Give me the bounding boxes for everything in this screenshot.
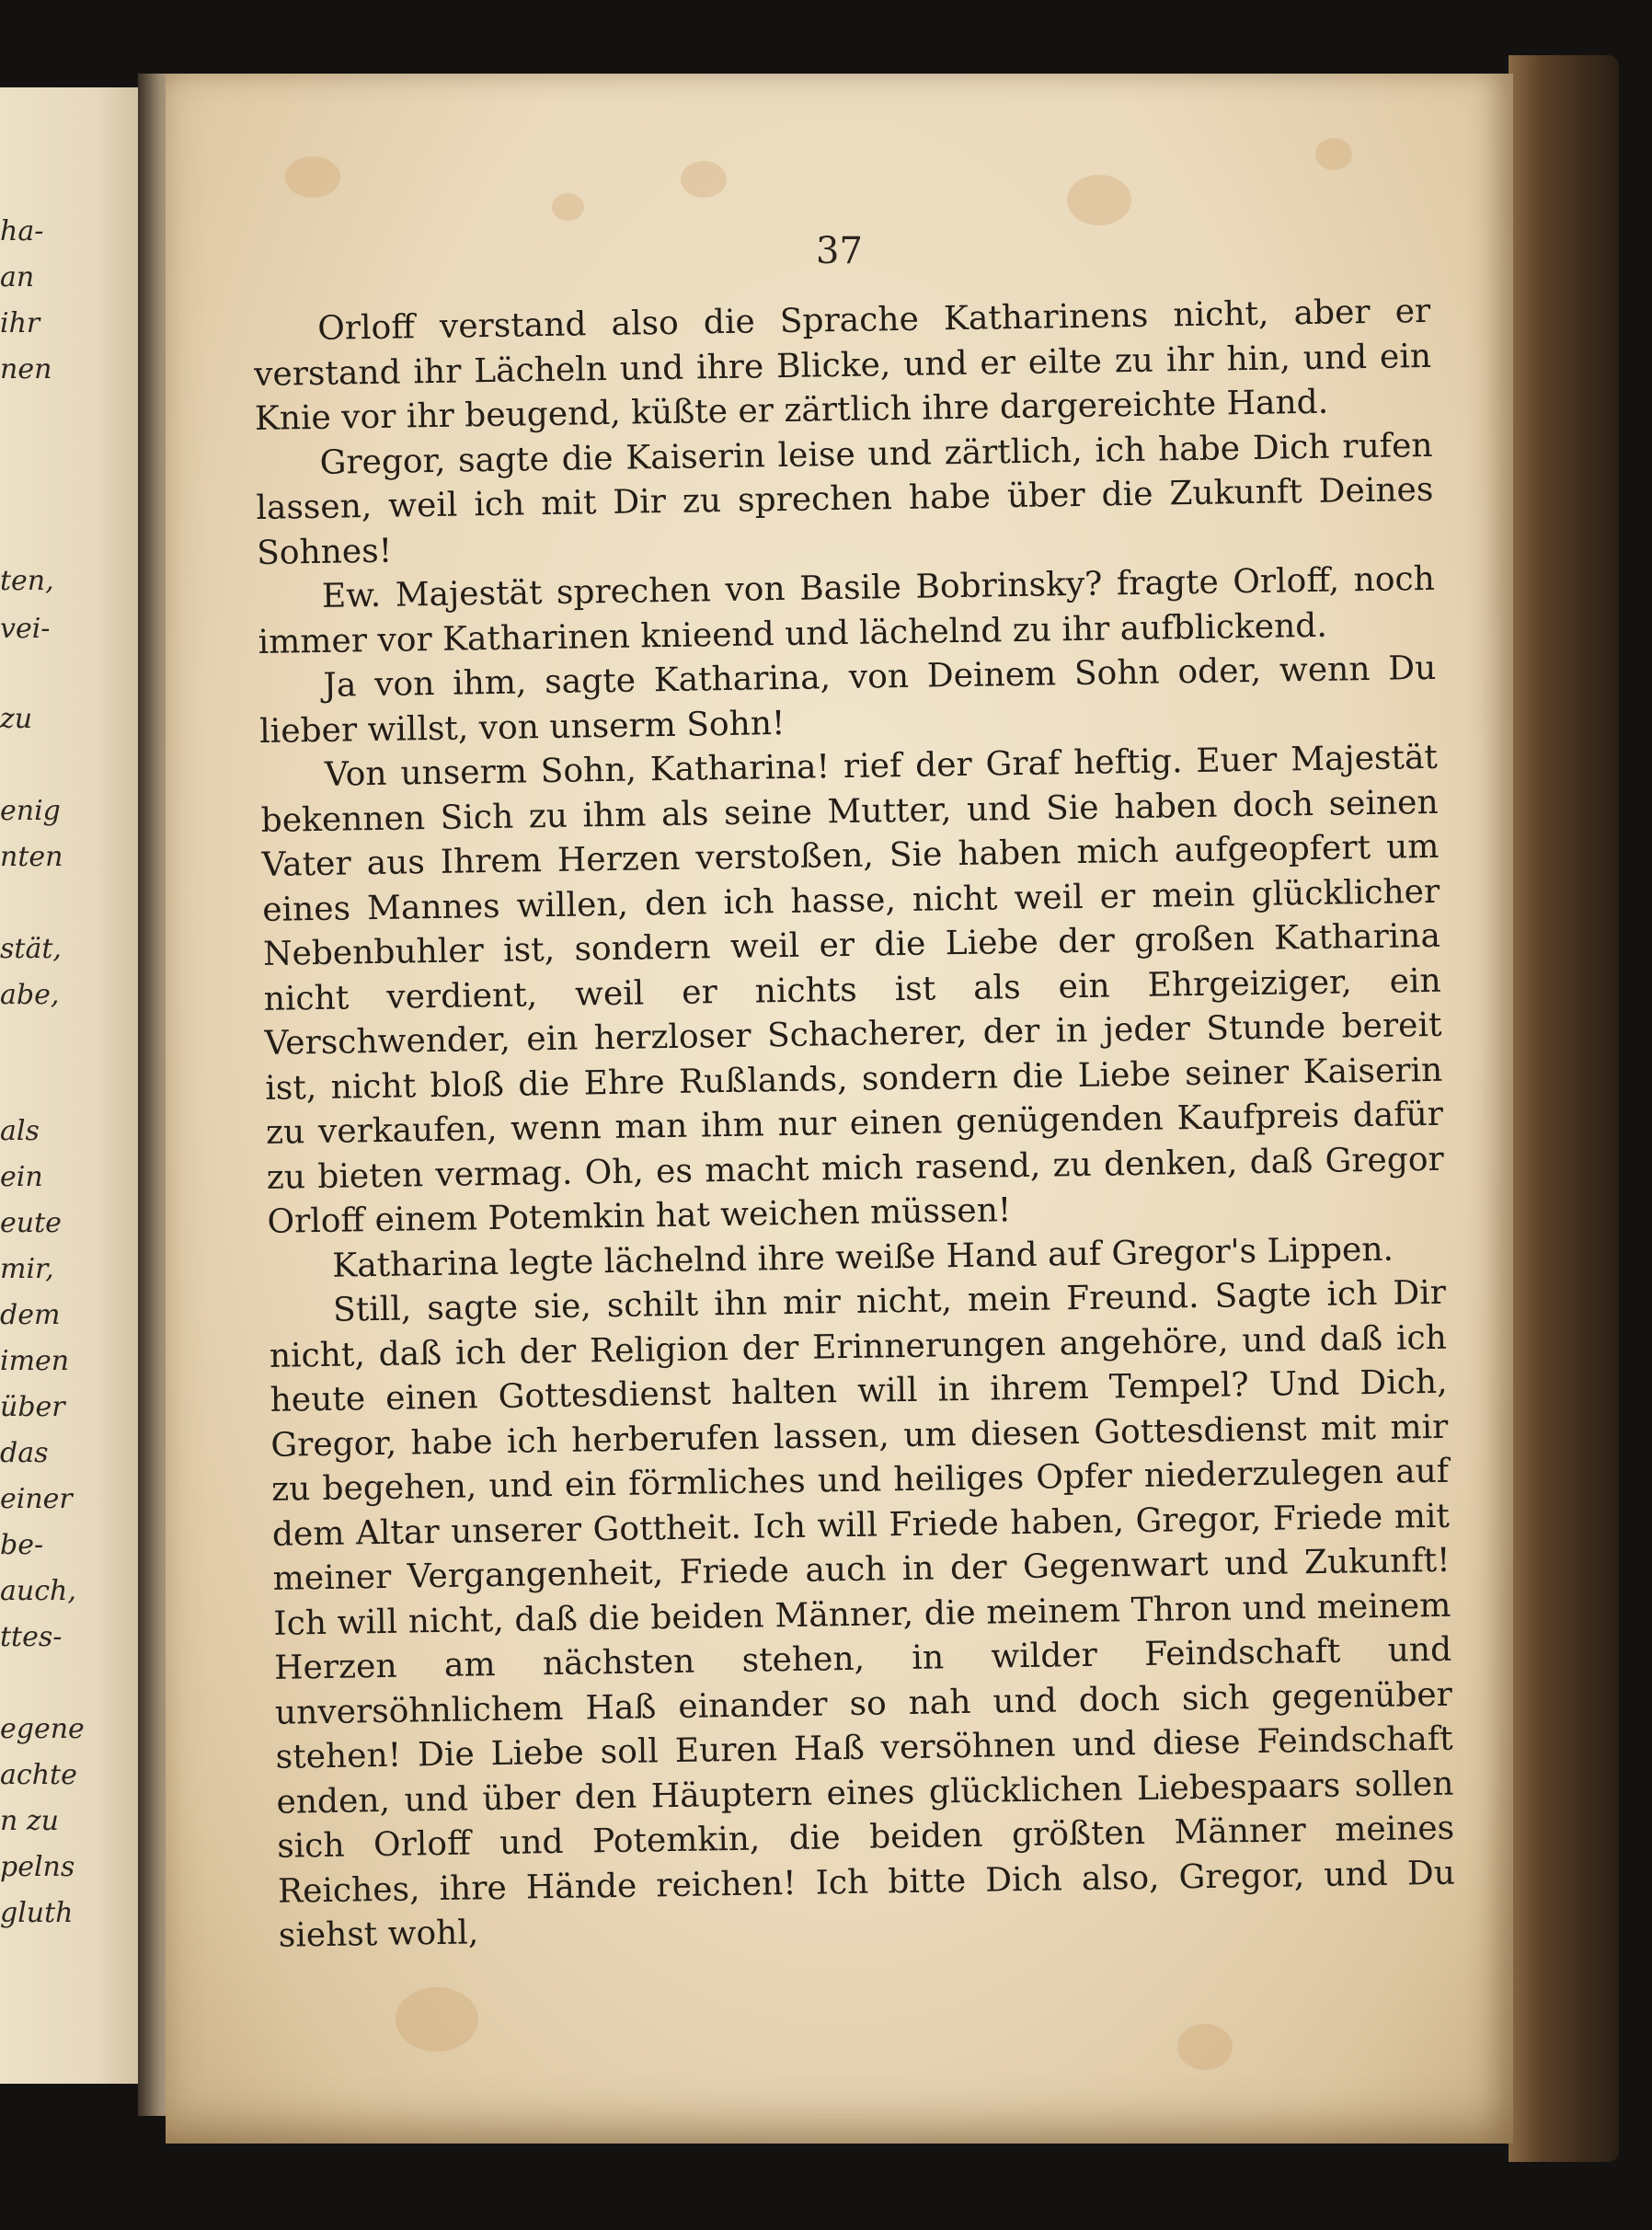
paragraph: Ja von ihm, sagte Katharina, von Deinem Sohn oder, wenn Du lieber willst, von unserm Sohn! — [258, 649, 1437, 751]
body-text — [253, 290, 1456, 1959]
left-page-fragment: be- — [0, 1529, 44, 1561]
paragraph: Katharina legte lächelnd ihre weiße Hand auf Gregor's Lippen. — [332, 1230, 1394, 1285]
left-page-fragment: n zu — [0, 1805, 59, 1837]
left-page — [0, 87, 161, 2084]
left-page-fragment: als — [0, 1115, 40, 1147]
page-number: 37 — [816, 230, 863, 272]
paragraph: Von unserm Sohn, Katharina! rief der Graf heftig. Euer Majestät bekennen Sich zu ihm als seine Mutter, und Sie haben doch seinen Vater aus Ihrem Herzen verstoßen, Sie haben mich aufgeopfert um eines Mannes willen, den ich hasse, nicht weil er mein glücklicher Nebenbuhler ist, sondern weil er die Liebe der großen Katharina nicht verdient, weil er nichts ist als ein Ehrgeiziger, ein Verschwender, ein herzloser Schacherer, der in jeder Stunde bereit ist, nicht bloß die Ehre Rußlands, sondern die Liebe seiner Kaiserin zu verkaufen, wenn man ihm nur einen genügenden Kaufpreis dafür zu bieten vermag. Oh, es macht mich rasend, zu denken, daß Gregor Orloff einem Potemkin hat weichen müssen! — [260, 738, 1445, 1241]
left-page-fragment: egene — [0, 1713, 85, 1745]
left-page-fragment: gluth — [0, 1897, 74, 1929]
left-page-fragment: ein — [0, 1161, 43, 1193]
paragraph: Still, sagte sie, schilt ihn mir nicht, mein Freund. Sagte ich Dir nicht, daß ich der Religion der Erinnerungen angehöre, und daß ich heute einen Gottesdienst halten will in ihrem Tempel? Und Dich, Gregor, habe ich herberufen lassen, um diesen Gottesdienst mit mir zu begehen, und ein förmliches und heiliges Opfer niederzulegen auf dem Altar unserer Gottheit. Ich will Friede haben, Gregor, Friede mit meiner Vergangenheit, Friede auch in der Gegenwart und Zukunft! Ich will nicht, daß die beiden Männer, die meinem Thron und meinem Herzen am nächsten stehen, in wilder Feindschaft und unversöhnlichem Haß einander so nah und doch sich gegenüber stehen! Die Liebe soll Euren Haß versöhnen und diese Feindschaft enden, und über den Häuptern eines glücklichen Liebespaars sollen sich Orloff und Potemkin, die beiden größten Männer meines Reiches, ihre Hände reichen! Ich bitte Dich also, Gregor, und Du siehst wohl, — [269, 1273, 1456, 1955]
left-page-fragment: eute — [0, 1207, 62, 1239]
left-page-fragment: pelns — [0, 1851, 75, 1883]
left-page-fragment: vei- — [0, 613, 51, 645]
left-page-fragment: abe, — [0, 979, 60, 1011]
left-page-fragment: über — [0, 1391, 65, 1423]
left-page-fragment: nen — [0, 353, 52, 385]
left-page-fragment: an — [0, 261, 35, 293]
left-page-fragment: imen — [0, 1345, 70, 1377]
paragraph: Ew. Majestät sprechen von Basile Bobrinsky? fragte Orloff, noch immer vor Katharinen knieend und lächelnd zu ihr aufblickend. — [258, 559, 1436, 661]
left-page-fragment: einer — [0, 1483, 73, 1515]
left-page-fragment: auch, — [0, 1575, 76, 1607]
left-page-fragment: ttes- — [0, 1621, 63, 1653]
left-page-fragment: das — [0, 1437, 49, 1469]
left-page-fragment: dem — [0, 1299, 61, 1331]
left-page-fragment: enig — [0, 795, 61, 827]
left-page-fragment: nten — [0, 841, 63, 873]
left-page-fragment: ha- — [0, 215, 44, 247]
right-page — [166, 74, 1513, 2144]
left-page-fragment: ihr — [0, 307, 40, 339]
page-edge — [1509, 55, 1619, 2162]
left-page-fragment: zu — [0, 703, 33, 735]
left-page-fragment: ten, — [0, 565, 54, 597]
paragraph: Orloff verstand also die Sprache Katharinens nicht, aber er verstand ihr Lächeln und ihre Blicke, und er eilte zu ihr hin, und ein Knie vor ihr beugend, küßte er zärtlich ihre dargereichte Hand. — [253, 292, 1432, 438]
left-page-fragment: achte — [0, 1759, 77, 1791]
left-page-fragment: mir, — [0, 1253, 54, 1285]
paragraph: Gregor, sagte die Kaiserin leise und zärtlich, ich habe Dich rufen lassen, weil ich mit Dir zu sprechen habe über die Zukunft Deines Sohnes! — [256, 426, 1434, 572]
left-page-fragment: stät, — [0, 933, 62, 965]
